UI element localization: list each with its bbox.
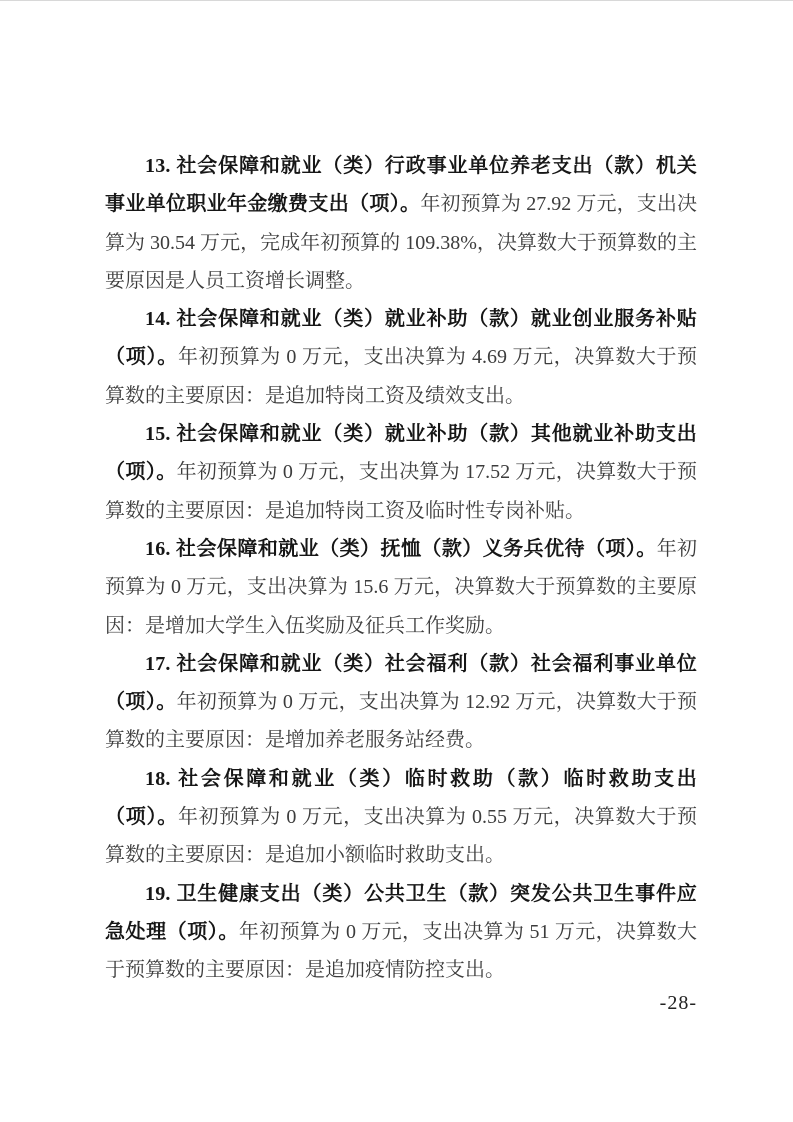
item-heading: 17. 社会保障和就业（类）社会福利（款）社会福利事业单位（项）。 <box>105 652 697 714</box>
budget-item-paragraph-13 <box>105 147 697 300</box>
item-heading: 18. 社会保障和就业（类）临时救助（款）临时救助支出（项）。 <box>105 767 697 829</box>
budget-item-paragraph-16 <box>105 530 697 645</box>
budget-item-paragraph-14 <box>105 300 697 415</box>
item-body: 年初预算为 0 万元，支出决算为 12.92 万元，决算数大于预算数的主要原因：是增加养老服务站经费。 <box>105 691 697 752</box>
item-body: 年初预算为 0 万元，支出决算为 51 万元，决算数大于预算数的主要原因：是追加疫情防控支出。 <box>105 920 697 982</box>
item-heading: 14. 社会保障和就业（类）就业补助（款）就业创业服务补贴（项）。 <box>105 308 697 369</box>
item-body: 年初预算为 0 万元，支出决算为 15.6 万元，决算数大于预算数的主要原因：是增加大学生入伍奖励及征兵工作奖励。 <box>105 537 697 637</box>
budget-item-paragraph-18 <box>105 760 697 875</box>
budget-item-paragraph-15 <box>105 415 697 530</box>
item-body: 年初预算为 27.92 万元，支出决算为 30.54 万元，完成年初预算的 109.38%，决算数大于预算数的主要原因是人员工资增长调整。 <box>105 193 698 292</box>
item-body: 年初预算为 0 万元，支出决算为 0.55 万元，决算数大于预算数的主要原因：是追加小额临时救助支出。 <box>105 806 698 867</box>
item-body: 年初预算为 0 万元，支出决算为 17.52 万元，决算数大于预算数的主要原因：是追加特岗工资及临时性专岗补贴。 <box>105 461 697 522</box>
budget-item-paragraph-17 <box>105 645 697 760</box>
page-text-block <box>105 147 697 990</box>
page-number: -28- <box>659 992 697 1014</box>
item-heading: 15. 社会保障和就业（类）就业补助（款）其他就业补助支出（项）。 <box>105 423 697 484</box>
item-heading: 16. 社会保障和就业（类）抚恤（款）义务兵优待（项）。 <box>145 537 657 560</box>
item-heading: 13. 社会保障和就业（类）行政事业单位养老支出（款）机关事业单位职业年金缴费支出（项）。 <box>105 155 697 216</box>
item-heading: 19. 卫生健康支出（类）公共卫生（款）突发公共卫生事件应急处理（项）。 <box>105 882 697 943</box>
budget-item-paragraph-19 <box>105 875 697 990</box>
item-body: 年初预算为 0 万元，支出决算为 4.69 万元，决算数大于预算数的主要原因：是追加特岗工资及绩效支出。 <box>105 346 698 407</box>
